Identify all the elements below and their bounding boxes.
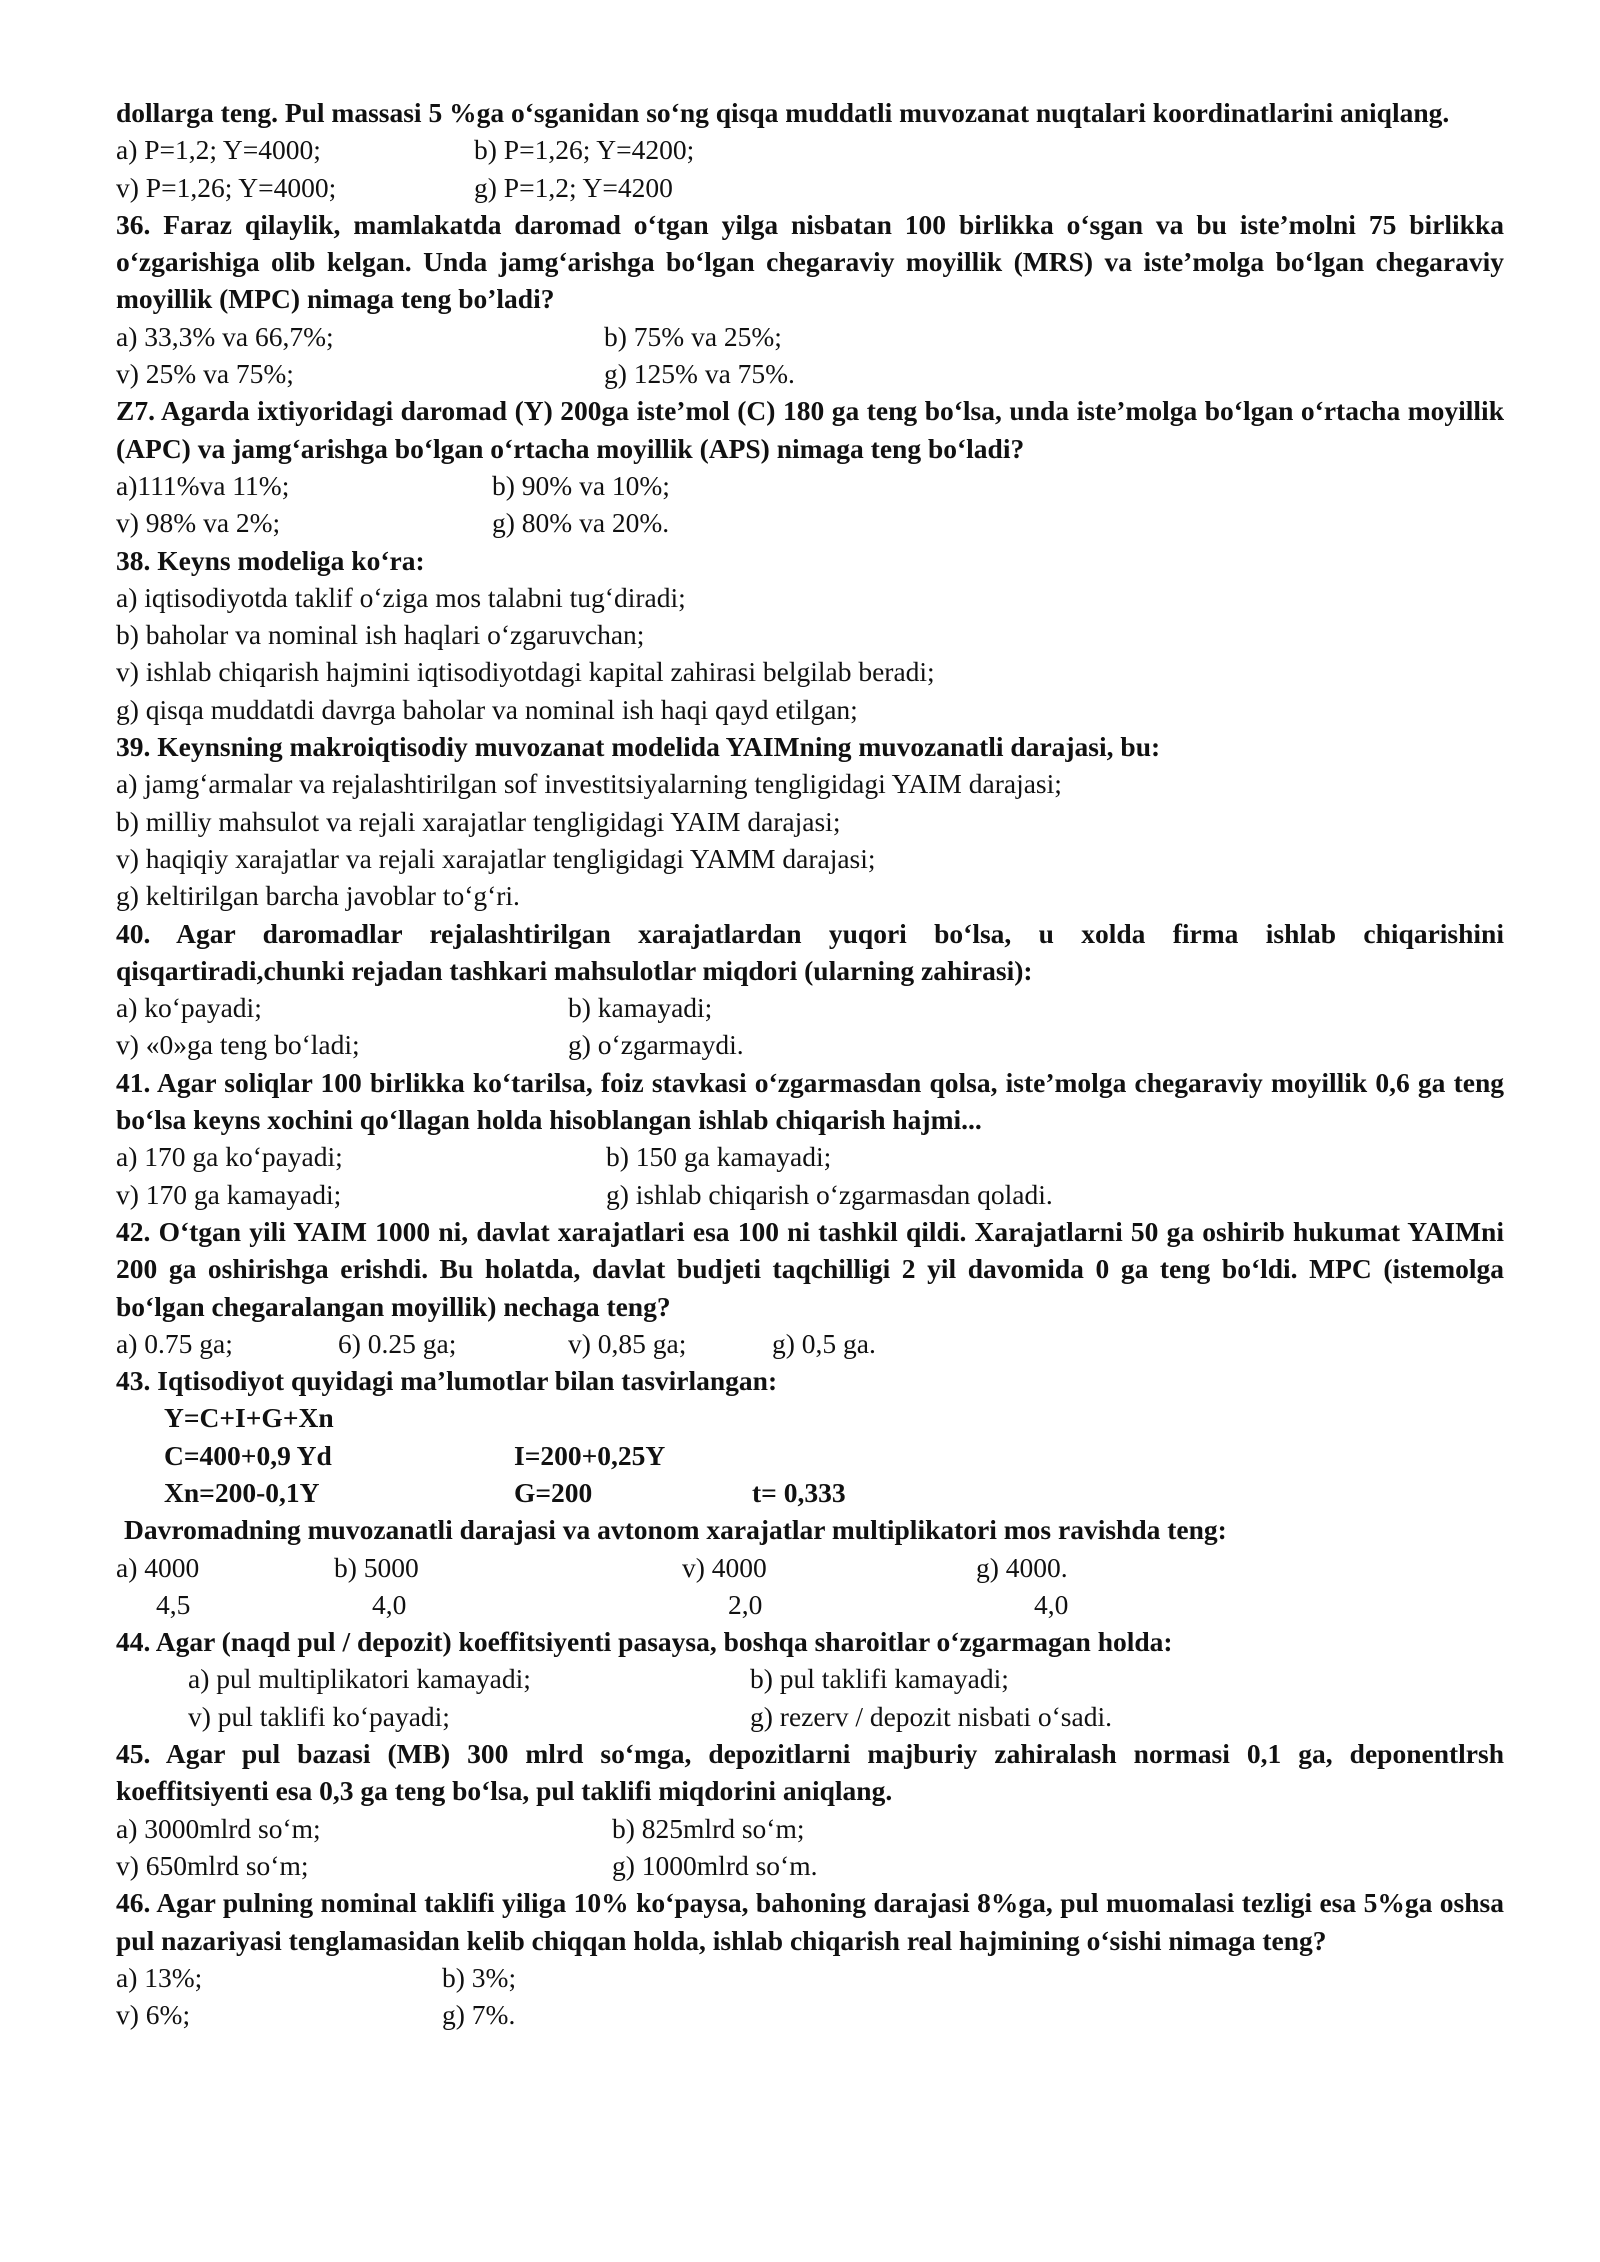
answer-option: a) ko‘payadi; bbox=[116, 992, 262, 1024]
answer-option: b) 150 ga kamayadi; bbox=[606, 1141, 832, 1173]
answer-option: b) baholar va nominal ish haqlari o‘zgaruvchan; bbox=[116, 619, 645, 651]
formula-row bbox=[116, 1399, 1504, 1436]
answer-option: v) 25% va 75%; bbox=[116, 358, 294, 390]
question-43-text: 43. Iqtisodiyot quyidagi ma’lumotlar bilan tasvirlangan: bbox=[116, 1365, 778, 1397]
answer-row bbox=[116, 169, 1504, 206]
answer-option: g) 125% va 75%. bbox=[604, 358, 795, 390]
answer-option: g) 1000mlrd so‘m. bbox=[612, 1849, 818, 1881]
answer-option: a) jamg‘armalar va rejalashtirilgan sof investitsiyalarning tengligidagi YAIM darajasi; bbox=[116, 768, 1062, 800]
answer-row bbox=[116, 1996, 1504, 2033]
answer-option-value: 4,0 bbox=[1034, 1588, 1069, 1620]
answer-option: g) o‘zgarmaydi. bbox=[568, 1029, 744, 1061]
answer-row bbox=[116, 1138, 1504, 1175]
answer-row bbox=[116, 1959, 1504, 1996]
formula: G=200 bbox=[514, 1476, 593, 1508]
formula: Y=C+I+G+Xn bbox=[164, 1402, 334, 1434]
answer-option: v) 0,85 ga; bbox=[568, 1327, 687, 1359]
answer-row bbox=[116, 1810, 1504, 1847]
question-37-text: Z7. Agarda ixtiyoridagi daromad (Y) 200ga iste’mol (C) 180 ga teng bo‘lsa, unda iste’molga bo‘lgan o‘rtacha moyillik (APC) va jamg‘arishga bo‘lgan o‘rtacha moyillik (APS) nimaga teng bo‘ladi? bbox=[116, 395, 1504, 464]
answer-option: v) P=1,26; Y=4000; bbox=[116, 171, 337, 203]
answer-option: v) 170 ga kamayadi; bbox=[116, 1178, 342, 1210]
question-44-text: 44. Agar (naqd pul / depozit) koeffitsiyenti pasaysa, boshqa sharoitlar o‘zgarmagan holda: bbox=[116, 1626, 1173, 1658]
formula: I=200+0,25Y bbox=[514, 1439, 666, 1471]
answer-option: a) 4000 bbox=[116, 1551, 200, 1583]
answer-option: b) 90% va 10%; bbox=[492, 469, 670, 501]
answer-row bbox=[116, 1847, 1504, 1884]
answer-option: b) kamayadi; bbox=[568, 992, 713, 1024]
question-46-text: 46. Agar pulning nominal taklifi yiliga 10% ko‘paysa, bahoning darajasi 8%ga, pul muomalasi tezligi esa 5%ga oshsa pul nazariyasi tenglamasidan kelib chiqqan holda, ishlab chiqarish real hajmining o‘sishi nimaga teng? bbox=[116, 1887, 1504, 1956]
answer-row bbox=[116, 1586, 1504, 1623]
answer-option: g) 80% va 20%. bbox=[492, 507, 670, 539]
answer-option: g) ishlab chiqarish o‘zgarmasdan qoladi. bbox=[606, 1178, 1053, 1210]
answer-option-value: 2,0 bbox=[728, 1588, 763, 1620]
answer-option: v) «0»ga teng bo‘ladi; bbox=[116, 1029, 360, 1061]
answer-row bbox=[116, 1176, 1504, 1213]
answer-option: b) 825mlrd so‘m; bbox=[612, 1812, 805, 1844]
answer-row bbox=[116, 989, 1504, 1026]
answer-option: v) pul taklifi ko‘payadi; bbox=[188, 1700, 450, 1732]
answer-option: b) 5000 bbox=[334, 1551, 419, 1583]
formula: Xn=200-0,1Y bbox=[164, 1476, 320, 1508]
answer-option: a) 0.75 ga; bbox=[116, 1327, 233, 1359]
answer-option: g) 0,5 ga. bbox=[772, 1327, 876, 1359]
question-38-text: 38. Keyns modeliga ko‘ra: bbox=[116, 544, 425, 576]
question-43-subtext: Davromadning muvozanatli darajasi va avtonom xarajatlar multiplikatori mos ravishda teng: bbox=[124, 1514, 1227, 1546]
answer-option: a) iqtisodiyotda taklif o‘ziga mos talabni tug‘diradi; bbox=[116, 581, 686, 613]
formula: t= 0,333 bbox=[752, 1476, 846, 1508]
answer-row bbox=[116, 1026, 1504, 1063]
answer-row bbox=[116, 318, 1504, 355]
answer-option: g) keltirilgan barcha javoblar to‘g‘ri. bbox=[116, 880, 520, 912]
formula: C=400+0,9 Yd bbox=[164, 1439, 332, 1471]
answer-option-value: 4,5 bbox=[156, 1588, 191, 1620]
answer-option: b) pul taklifi kamayadi; bbox=[750, 1663, 1009, 1695]
answer-option: v) 6%; bbox=[116, 1999, 191, 2031]
question-40-text: 40. Agar daromadlar rejalashtirilgan xarajatlardan yuqori bo‘lsa, u xolda firma ishlab chiqarishini qisqartiradi,chunki rejadan tashkari mahsulotlar miqdori (ularning zahirasi): bbox=[116, 917, 1504, 986]
answer-row bbox=[116, 467, 1504, 504]
answer-option: a) 3000mlrd so‘m; bbox=[116, 1812, 321, 1844]
answer-option: 6) 0.25 ga; bbox=[338, 1327, 457, 1359]
document-page bbox=[116, 94, 1504, 2033]
answer-option: b) 3%; bbox=[442, 1961, 517, 1993]
answer-row bbox=[116, 131, 1504, 168]
answer-option: b) milliy mahsulot va rejali xarajatlar tengligidagi YAIM darajasi; bbox=[116, 805, 841, 837]
answer-option: a) 13%; bbox=[116, 1961, 203, 1993]
answer-option: a) pul multiplikatori kamayadi; bbox=[188, 1663, 531, 1695]
answer-row bbox=[116, 504, 1504, 541]
answer-option: v) 98% va 2%; bbox=[116, 507, 281, 539]
answer-option: g) qisqa muddatdi davrga baholar va nominal ish haqi qayd etilgan; bbox=[116, 693, 858, 725]
answer-option: g) rezerv / depozit nisbati o‘sadi. bbox=[750, 1700, 1112, 1732]
answer-option: a) P=1,2; Y=4000; bbox=[116, 134, 321, 166]
answer-option: v) haqiqiy xarajatlar va rejali xarajatlar tengligidagi YAMM darajasi; bbox=[116, 842, 876, 874]
question-36-text: 36. Faraz qilaylik, mamlakatda daromad o‘tgan yilga nisbatan 100 birlikka o‘sgan va bu iste’molni 75 birlikka o‘zgarishiga olib kelgan. Unda jamg‘arishga bo‘lgan chegaraviy moyillik (MRS) va iste’molga bo‘lgan chegaraviy moyillik (MPC) nimaga teng bo’ladi? bbox=[116, 208, 1504, 315]
question-45-text: 45. Agar pul bazasi (MB) 300 mlrd so‘mga, depozitlarni majburiy zahiralash normasi 0,1 ga, deponentlrsh koeffitsiyenti esa 0,3 ga teng bo‘lsa, pul taklifi miqdorini aniqlang. bbox=[116, 1738, 1504, 1807]
answer-option: v) 4000 bbox=[682, 1551, 767, 1583]
answer-option: v) ishlab chiqarish hajmini iqtisodiyotdagi kapital zahirasi belgilab beradi; bbox=[116, 656, 935, 688]
formula-row bbox=[116, 1474, 1504, 1511]
answer-option: g) 7%. bbox=[442, 1999, 516, 2031]
answer-row bbox=[116, 1325, 1504, 1362]
answer-row bbox=[116, 1660, 1504, 1697]
answer-row bbox=[116, 355, 1504, 392]
formula-row bbox=[116, 1437, 1504, 1474]
answer-option: a) 33,3% va 66,7%; bbox=[116, 320, 334, 352]
answer-option: g) 4000. bbox=[976, 1551, 1068, 1583]
answer-row bbox=[116, 1698, 1504, 1735]
answer-option: v) 650mlrd so‘m; bbox=[116, 1849, 309, 1881]
question-41-text: 41. Agar soliqlar 100 birlikka ko‘tarilsa, foiz stavkasi o‘zgarmasdan qolsa, iste’molga chegaraviy moyillik 0,6 ga teng bo‘lsa keyns xochini qo‘llagan holda hisoblangan ishlab chiqarish hajmi... bbox=[116, 1066, 1504, 1136]
answer-option: a)111%va 11%; bbox=[116, 469, 290, 501]
answer-option: b) 75% va 25%; bbox=[604, 320, 782, 352]
question-39-text: 39. Keynsning makroiqtisodiy muvozanat modelida YAIMning muvozanatli darajasi, bu: bbox=[116, 731, 1161, 763]
question-42-text: 42. O‘tgan yili YAIM 1000 ni, davlat xarajatlari esa 100 ni tashkil qildi. Xarajatlarni 50 ga oshirib hukumat YAIMni 200 ga oshirishga erishdi. Bu holatda, davlat budjeti taqchilligi 2 yil davomida 0 ga teng bo‘ldi. MPC (istemolga bo‘lgan chegaralangan moyillik) nechaga teng? bbox=[116, 1215, 1504, 1322]
answer-option: b) P=1,26; Y=4200; bbox=[474, 134, 695, 166]
question-35-text: dollarga teng. Pul massasi 5 %ga o‘sganidan so‘ng qisqa muddatli muvozanat nuqtalari koordinatlarini aniqlang. bbox=[116, 97, 1450, 128]
answer-option-value: 4,0 bbox=[372, 1588, 407, 1620]
answer-option: a) 170 ga ko‘payadi; bbox=[116, 1141, 343, 1173]
answer-row bbox=[116, 1549, 1504, 1586]
answer-option: g) P=1,2; Y=4200 bbox=[474, 171, 673, 203]
